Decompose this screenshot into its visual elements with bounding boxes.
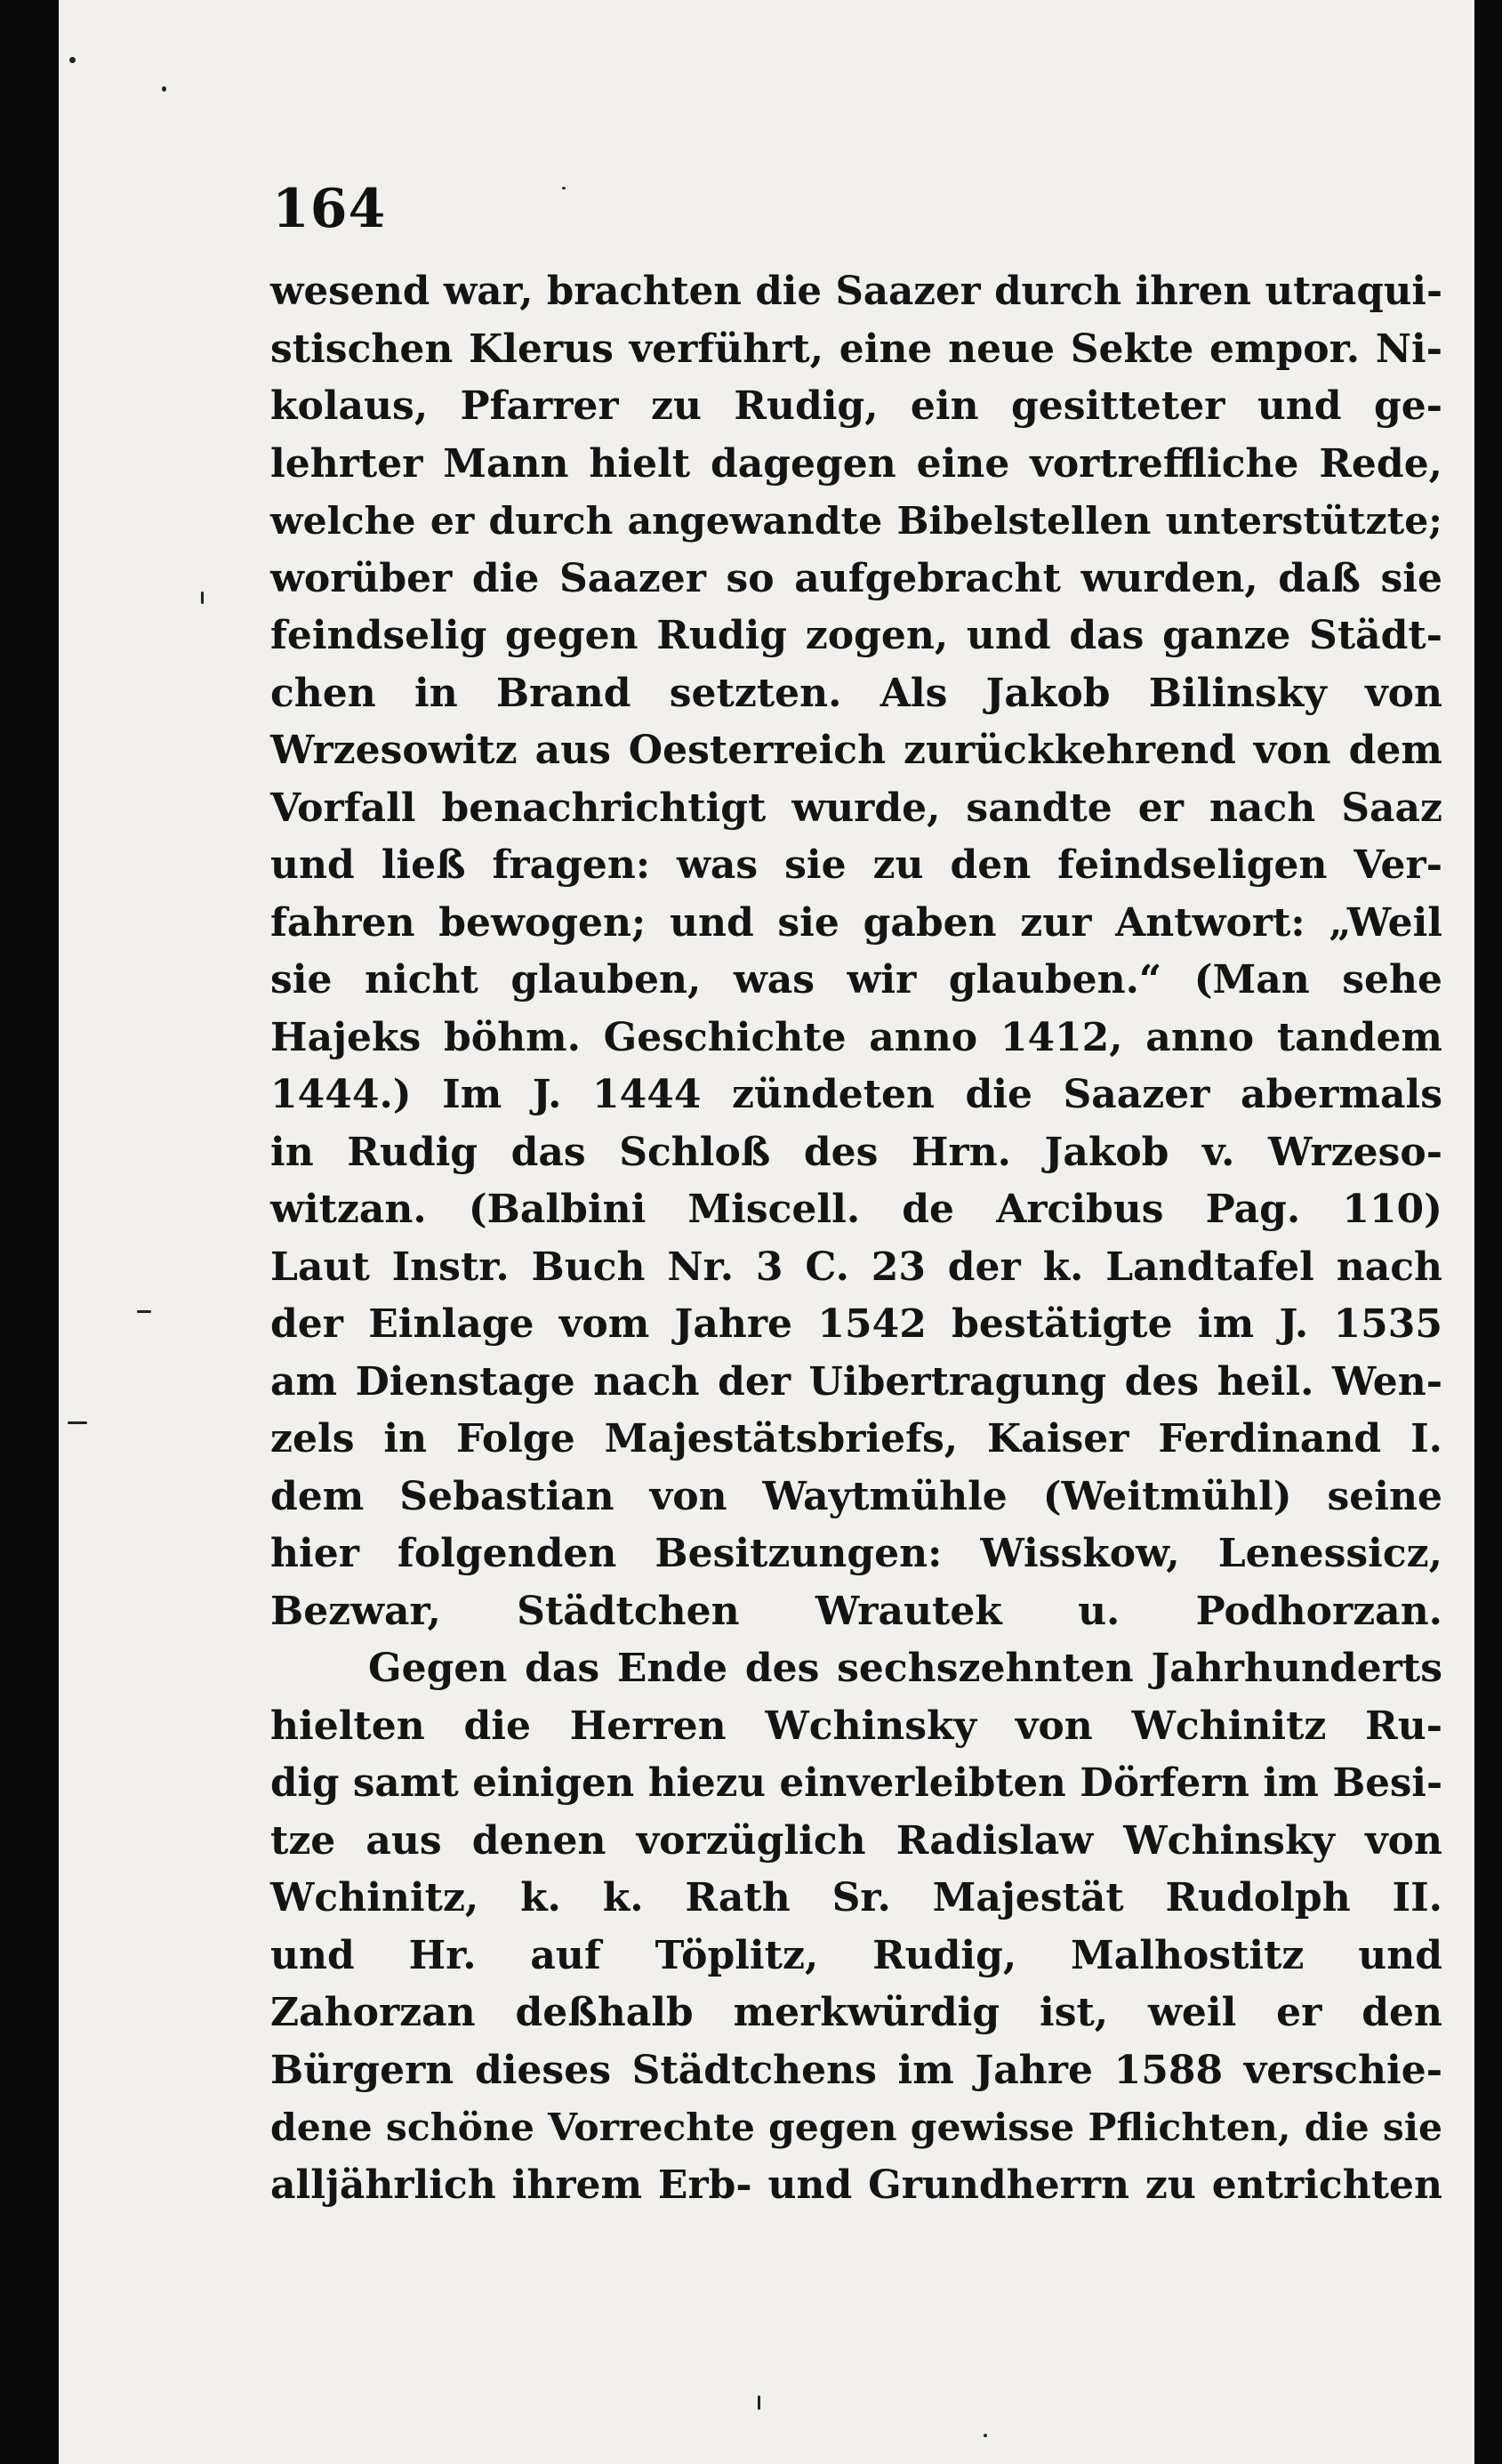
page-number: 164 [272, 178, 387, 240]
text-line: und Hr. auf Töplitz, Rudig, Malhostitz und [270, 1932, 1442, 1978]
paragraph-start-line: Gegen das Ende des sechszehnten Jahrhunderts [368, 1646, 1442, 1691]
text-line: fahren bewogen; und sie gaben zur Antwort: „Weil [270, 899, 1442, 946]
text-line: dene schöne Vorrechte gegen gewisse Pflichten, die sie [270, 2106, 1442, 2150]
text-line: wesend war, brachten die Saazer durch ihren utraqui- [270, 269, 1442, 314]
text-line: lehrter Mann hielt dagegen eine vortreffliche Rede, [270, 440, 1442, 487]
scan-speck [162, 86, 166, 92]
text-line: tze aus denen vorzüglich Radislaw Wchinsky von [270, 1817, 1442, 1864]
text-line: feindselig gegen Rudig zogen, und das ganze Städt- [270, 613, 1442, 658]
scan-speck [137, 1310, 151, 1313]
text-line: sie nicht glauben, was wir glauben.“ (Man sehe [270, 957, 1442, 1003]
text-line: Bezwar, Städtchen Wrautek u. Podhorzan. [270, 1588, 1442, 1634]
scan-speck [562, 187, 566, 189]
book-page [59, 0, 1474, 2464]
text-line: witzan. (Balbini Miscell. de Arcibus Pag. 110) [270, 1187, 1442, 1232]
scan-speck [758, 2396, 760, 2410]
text-line: am Dienstage nach der Uibertragung des heil. Wen- [270, 1358, 1442, 1405]
text-line: kolaus, Pfarrer zu Rudig, ein gesitteter und ge- [270, 383, 1442, 429]
scan-speck [201, 592, 204, 604]
text-line: hielten die Herren Wchinsky von Wchinitz Ru- [270, 1703, 1442, 1749]
scan-speck [984, 2434, 987, 2437]
body-text [270, 263, 1442, 2214]
text-line: stischen Klerus verführt, eine neue Sekte empor. Ni- [270, 326, 1442, 372]
text-line: und ließ fragen: was sie zu den feindseligen Ver- [270, 842, 1442, 888]
scan-speck [68, 1421, 87, 1424]
text-line: Zahorzan deßhalb merkwürdig ist, weil er den [270, 1990, 1442, 2035]
text-line: Vorfall benachrichtigt wurde, sandte er nach Saaz [270, 785, 1442, 831]
text-line: hier folgenden Besitzungen: Wisskow, Lenessicz, [270, 1531, 1442, 1576]
text-line: alljährlich ihrem Erb- und Grundherrn zu entrichten [270, 2162, 1442, 2208]
text-line: worüber die Saazer so aufgebracht wurden, daß sie [270, 555, 1442, 601]
text-line: Wrzesowitz aus Oesterreich zurückkehrend von dem [270, 728, 1442, 773]
text-line: Laut Instr. Buch Nr. 3 C. 23 der k. Landtafel nach [270, 1244, 1442, 1290]
text-line: Wchinitz, k. k. Rath Sr. Majestät Rudolph II. [270, 1875, 1442, 1920]
text-line: dem Sebastian von Waytmühle (Weitmühl) seine [270, 1473, 1442, 1519]
scan-border-right [1474, 0, 1502, 2464]
text-line: welche er durch angewandte Bibelstellen unterstützte; [270, 499, 1442, 544]
text-line: Bürgern dieses Städtchens im Jahre 1588 verschie- [270, 2047, 1442, 2093]
text-line: chen in Brand setzten. Als Jakob Bilinsky von [270, 670, 1442, 716]
text-line: zels in Folge Majestätsbriefs, Kaiser Ferdinand I. [270, 1416, 1442, 1461]
scan-border-left [0, 0, 59, 2464]
text-line: in Rudig das Schloß des Hrn. Jakob v. Wrzeso- [270, 1129, 1442, 1175]
text-line: dig samt einigen hiezu einverleibten Dörfern im Besi- [270, 1760, 1442, 1806]
text-line: der Einlage vom Jahre 1542 bestätigte im J. 1535 [270, 1301, 1442, 1347]
scan-speck [69, 57, 76, 63]
text-line: 1444.) Im J. 1444 zündeten die Saazer abermals [270, 1072, 1442, 1117]
text-line: Hajeks böhm. Geschichte anno 1412, anno tandem [270, 1014, 1442, 1060]
